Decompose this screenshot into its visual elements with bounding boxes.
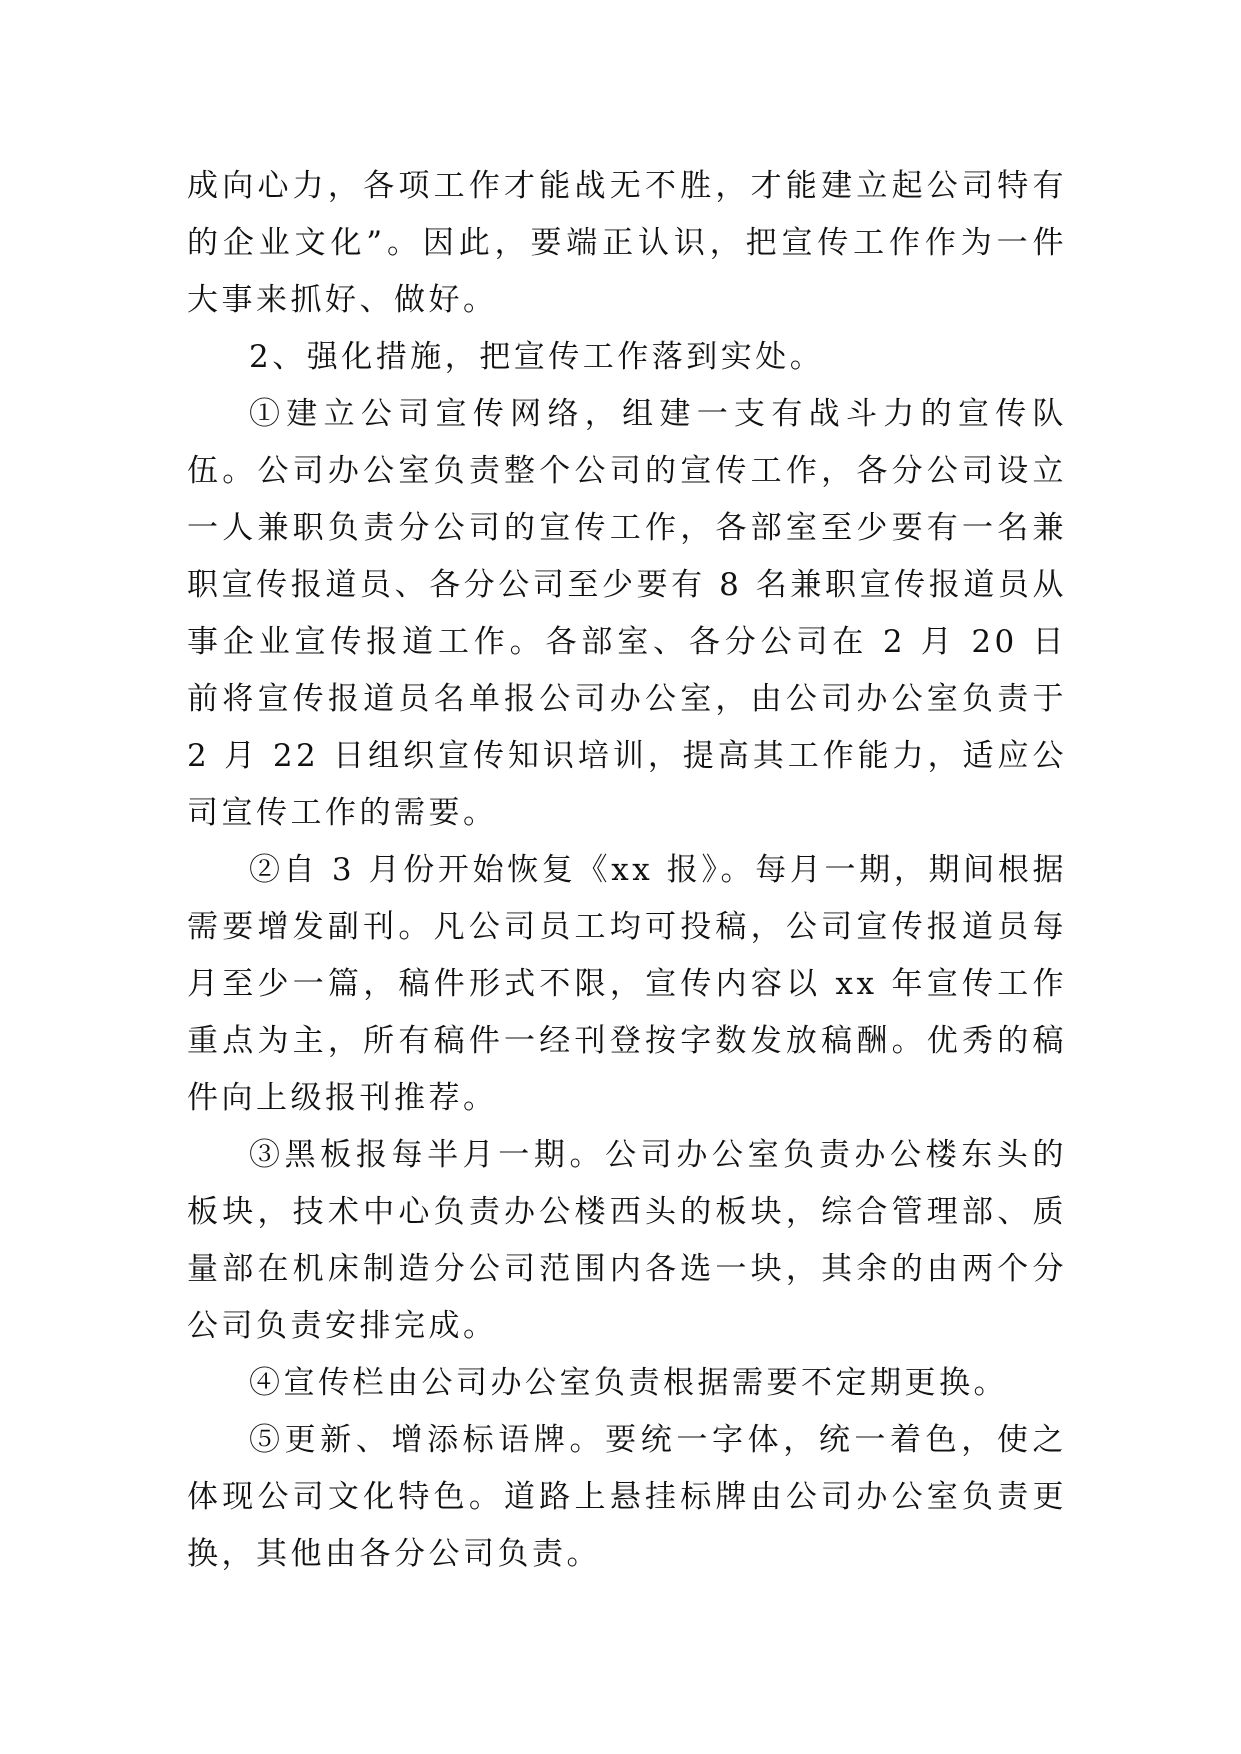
paragraph-item-3: ③黑板报每半月一期。公司办公室负责办公楼东头的板块，技术中心负责办公楼西头的板块，综合管理部、质量部在机床制造分公司范围内各选一块，其余的由两个分公司负责安排完成。 xyxy=(187,1137,1067,1344)
paragraph-item-1: ①建立公司宣传网络，组建一支有战斗力的宣传队伍。公司办公室负责整个公司的宣传工作，各分公司设立一人兼职负责分公司的宣传工作，各部室至少要有一名兼职宣传报道员、各分公司至少要有 8 名兼职宣传报道员从事企业宣传报道工作。各部室、各分公司在 2 月 20 日前将宣传报道员名单报公司办公室，由公司办公室负责于 2 月 22 日组织宣传知识培训，提高其工作能力，适应公司宣传工作的需要。 xyxy=(187,396,1067,831)
paragraph-item-4: ④宣传栏由公司办公室负责根据需要不定期更换。 xyxy=(249,1365,1008,1401)
paragraph-section-2-heading: 2、强化措施，把宣传工作落到实处。 xyxy=(249,339,825,375)
paragraph-item-5: ⑤更新、增添标语牌。要统一字体，统一着色，使之体现公司文化特色。道路上悬挂标牌由公司办公室负责更换，其他由各分公司负责。 xyxy=(187,1422,1067,1572)
paragraph-item-2: ②自 3 月份开始恢复《xx 报》。每月一期，期间根据需要增发副刊。凡公司员工均可投稿，公司宣传报道员每月至少一篇，稿件形式不限，宣传内容以 xx 年宣传工作重点为主，所有稿件一经刊登按字数发放稿酬。优秀的稿件向上级报刊推荐。 xyxy=(187,852,1067,1116)
document-body xyxy=(187,158,1067,1583)
paragraph-continuation: 成向心力，各项工作才能战无不胜，才能建立起公司特有的企业文化”。因此，要端正认识，把宣传工作作为一件大事来抓好、做好。 xyxy=(187,168,1067,318)
